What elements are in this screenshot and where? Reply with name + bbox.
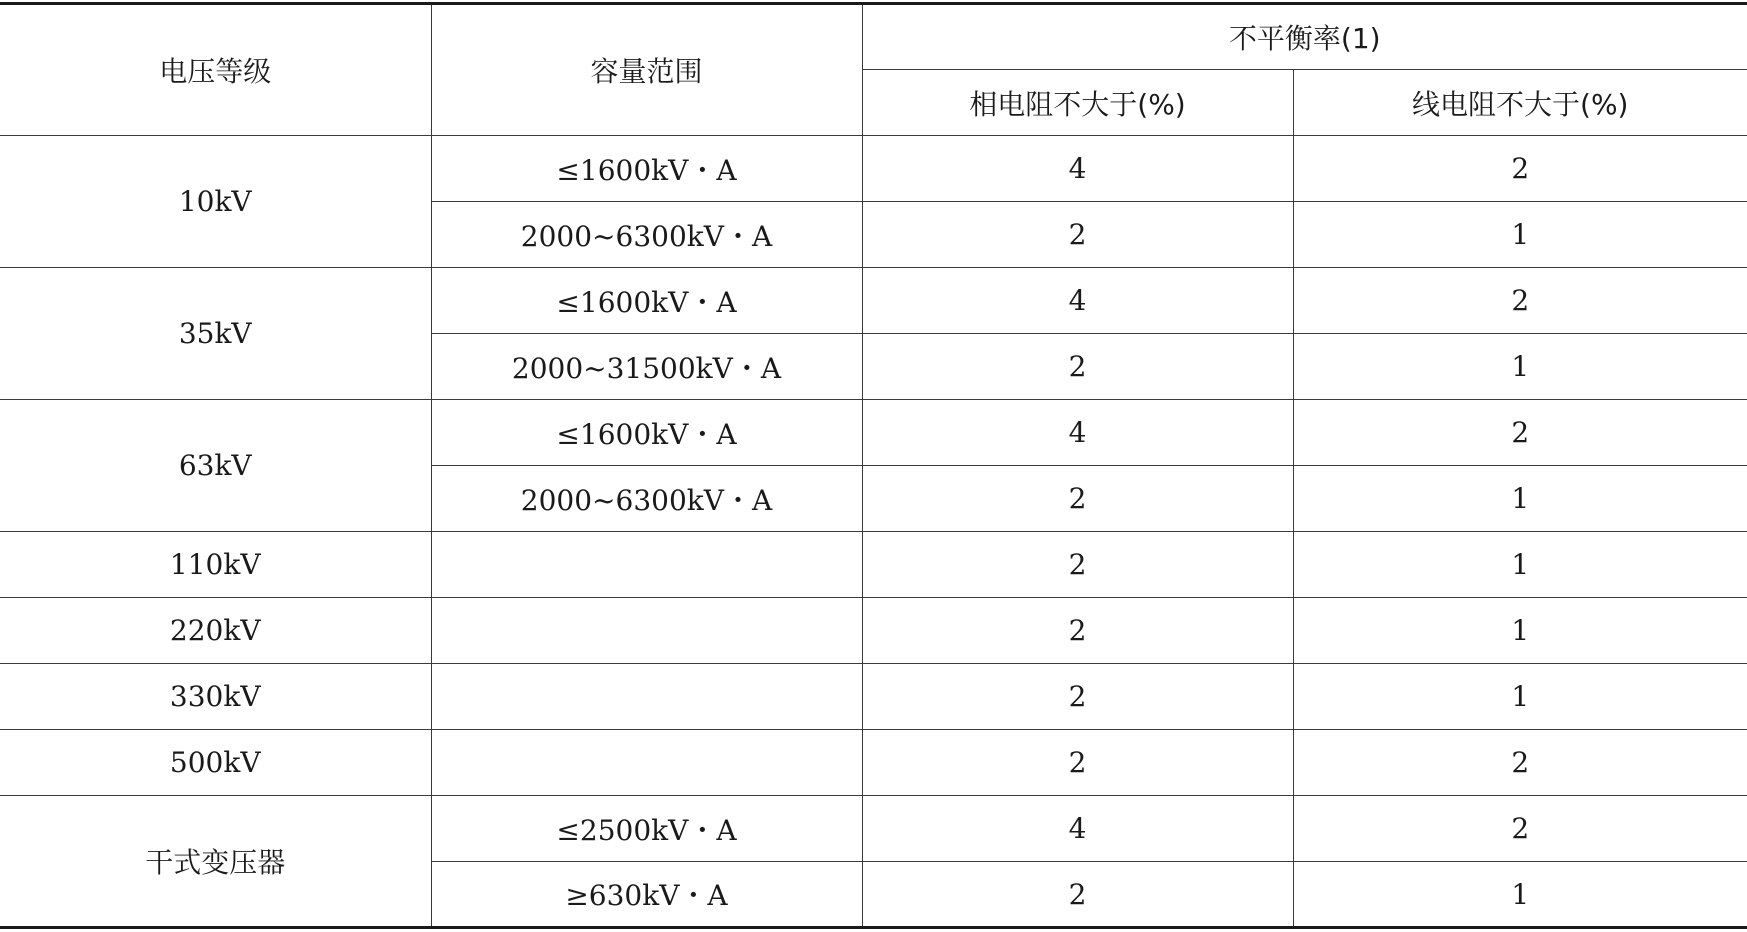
voltage-cell: 110kV — [0, 532, 431, 598]
phase-resistance-cell: 4 — [862, 268, 1293, 334]
header-line-resistance: 线电阻不大于(%) — [1293, 70, 1747, 136]
phase-resistance-cell: 2 — [862, 664, 1293, 730]
line-resistance-cell: 1 — [1293, 664, 1747, 730]
unbalance-rate-table — [0, 2, 1747, 929]
voltage-cell: 330kV — [0, 664, 431, 730]
capacity-cell — [431, 730, 862, 796]
line-resistance-cell: 1 — [1293, 334, 1747, 400]
line-resistance-cell: 2 — [1293, 400, 1747, 466]
table-row — [0, 664, 1747, 730]
capacity-cell: ≤1600kV・A — [431, 268, 862, 334]
table-row — [0, 598, 1747, 664]
phase-resistance-cell: 4 — [862, 136, 1293, 202]
table-row — [0, 400, 1747, 466]
phase-resistance-cell: 2 — [862, 466, 1293, 532]
voltage-cell: 干式变压器 — [0, 796, 431, 928]
line-resistance-cell: 2 — [1293, 268, 1747, 334]
voltage-cell: 220kV — [0, 598, 431, 664]
table-row — [0, 532, 1747, 598]
phase-resistance-cell: 2 — [862, 862, 1293, 928]
phase-resistance-cell: 2 — [862, 730, 1293, 796]
capacity-cell: ≤1600kV・A — [431, 400, 862, 466]
header-capacity-range: 容量范围 — [431, 4, 862, 136]
line-resistance-cell: 1 — [1293, 862, 1747, 928]
table-row — [0, 136, 1747, 202]
phase-resistance-cell: 2 — [862, 532, 1293, 598]
phase-resistance-cell: 4 — [862, 796, 1293, 862]
voltage-cell: 63kV — [0, 400, 431, 532]
capacity-cell — [431, 664, 862, 730]
table-row — [0, 730, 1747, 796]
capacity-cell: 2000~6300kV・A — [431, 202, 862, 268]
line-resistance-cell: 1 — [1293, 532, 1747, 598]
voltage-cell: 35kV — [0, 268, 431, 400]
line-resistance-cell: 1 — [1293, 598, 1747, 664]
header-unbalance-rate: 不平衡率(1) — [862, 4, 1747, 70]
phase-resistance-cell: 2 — [862, 598, 1293, 664]
line-resistance-cell: 2 — [1293, 730, 1747, 796]
voltage-cell: 10kV — [0, 136, 431, 268]
line-resistance-cell: 1 — [1293, 466, 1747, 532]
line-resistance-cell: 1 — [1293, 202, 1747, 268]
phase-resistance-cell: 4 — [862, 400, 1293, 466]
line-resistance-cell: 2 — [1293, 136, 1747, 202]
voltage-cell: 500kV — [0, 730, 431, 796]
line-resistance-cell: 2 — [1293, 796, 1747, 862]
capacity-cell: ≤1600kV・A — [431, 136, 862, 202]
capacity-cell: 2000~6300kV・A — [431, 466, 862, 532]
header-voltage-level: 电压等级 — [0, 4, 431, 136]
phase-resistance-cell: 2 — [862, 202, 1293, 268]
phase-resistance-cell: 2 — [862, 334, 1293, 400]
header-phase-resistance: 相电阻不大于(%) — [862, 70, 1293, 136]
capacity-cell: ≤2500kV・A — [431, 796, 862, 862]
table-row — [0, 268, 1747, 334]
table-row — [0, 796, 1747, 862]
capacity-cell — [431, 532, 862, 598]
capacity-cell: ≥630kV・A — [431, 862, 862, 928]
capacity-cell: 2000~31500kV・A — [431, 334, 862, 400]
capacity-cell — [431, 598, 862, 664]
